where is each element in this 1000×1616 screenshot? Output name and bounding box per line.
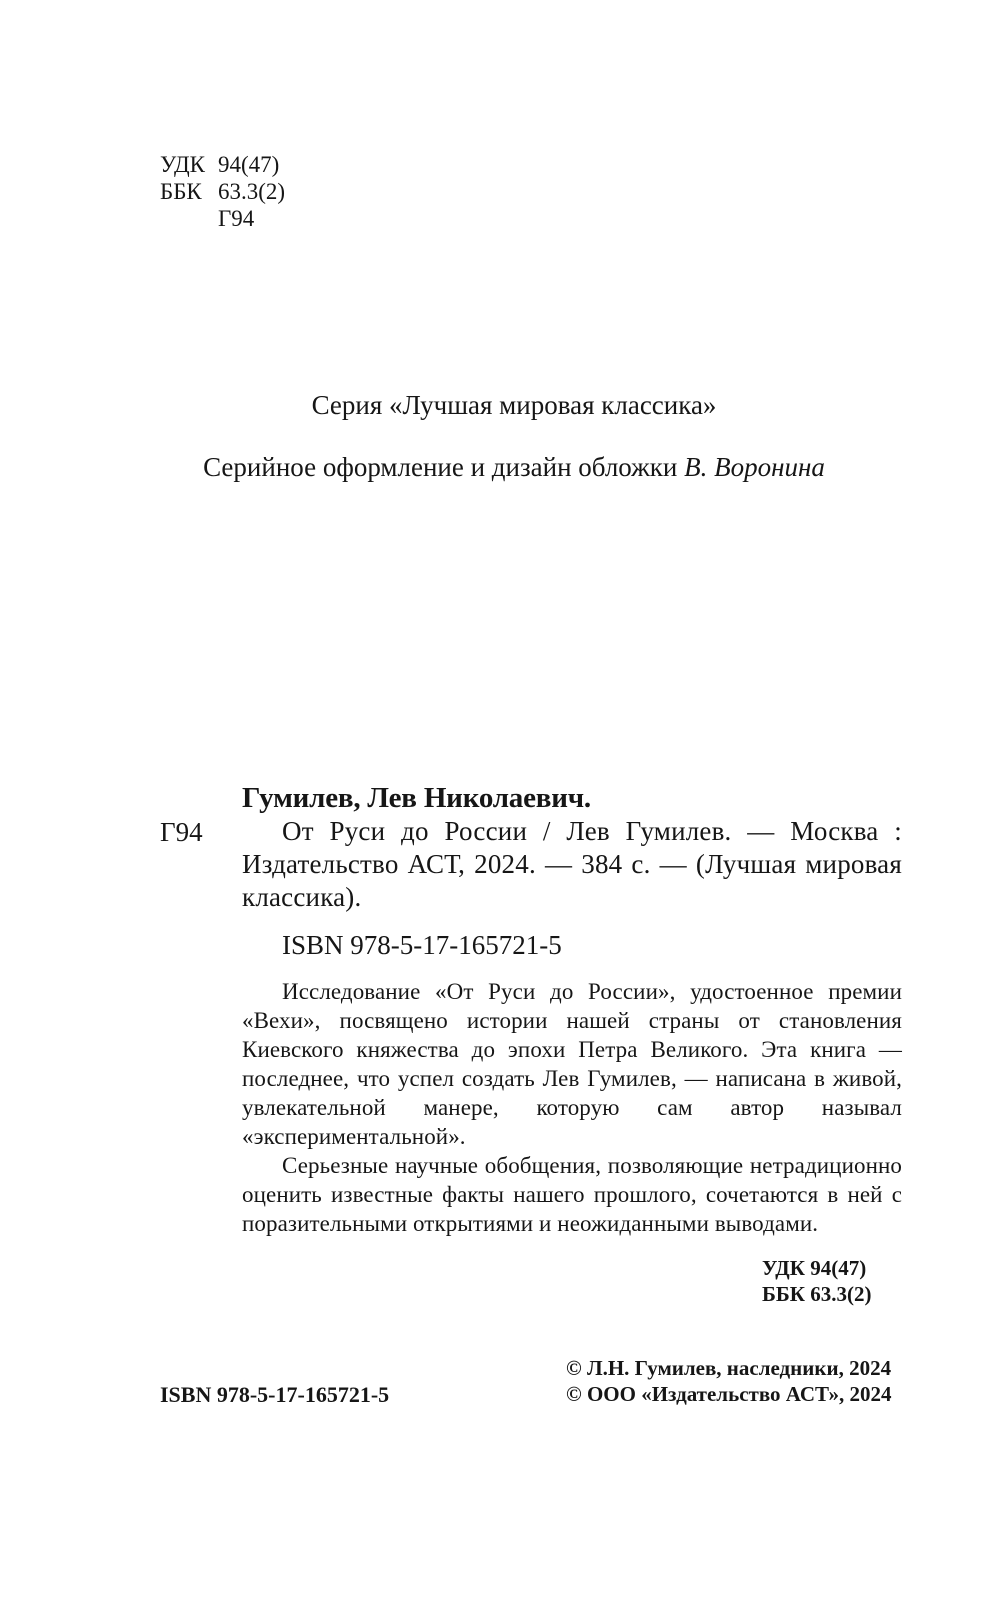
bbk-label: ББК [160,179,202,204]
bbk-line-bottom: ББК 63.3(2) [762,1282,872,1306]
udk-value: 94(47) [218,152,280,177]
record-author: Гумилев, Лев Николаевич. [242,782,591,814]
record-isbn: ISBN 978-5-17-165721-5 [282,930,562,960]
footer-isbn: ISBN 978-5-17-165721-5 [160,1382,390,1407]
record-author-mark: Г94 [160,817,203,847]
record-bibliographic-text: От Руси до России / Лев Гумилев. — Москва : Издательство АСТ, 2024. — 384 с. — (Лучшая мировая классика). [242,816,902,912]
abstract [242,977,902,1238]
bbk-line-top [160,178,285,205]
series-line: Серия «Лучшая мировая классика» [311,390,717,420]
author-mark-top: Г94 [218,206,255,231]
abstract-paragraph-1: Исследование «От Руси до России», удостоенное премии «Вехи», посвящено истории нашей страны от становления Киевского княжества до эпохи Петра Великого. Эта книга — последнее, что успел создать Лев Гумилев, — написана в живой, увлекательной манере, которую сам автор называл «экспериментальной». [242,979,902,1149]
copyright-publisher: © ООО «Издательство АСТ», 2024 [566,1382,892,1406]
udk-label: УДК [160,152,205,177]
udk-line-top [160,151,279,178]
copyright-author: © Л.Н. Гумилев, наследники, 2024 [566,1356,892,1380]
bbk-value: 63.3(2) [218,179,286,204]
design-credit [0,452,1000,483]
udk-line-bottom: УДК 94(47) [762,1256,867,1280]
abstract-paragraph-2: Серьезные научные обобщения, позволяющие нетрадиционно оценить известные факты нашего прошлого, сочетаются в ней с поразительными открытиями и неожиданными выводами. [242,1153,902,1236]
design-credit-prefix: Серийное оформление и дизайн обложки [203,452,678,482]
designer-name: В. Воронина [684,452,825,482]
